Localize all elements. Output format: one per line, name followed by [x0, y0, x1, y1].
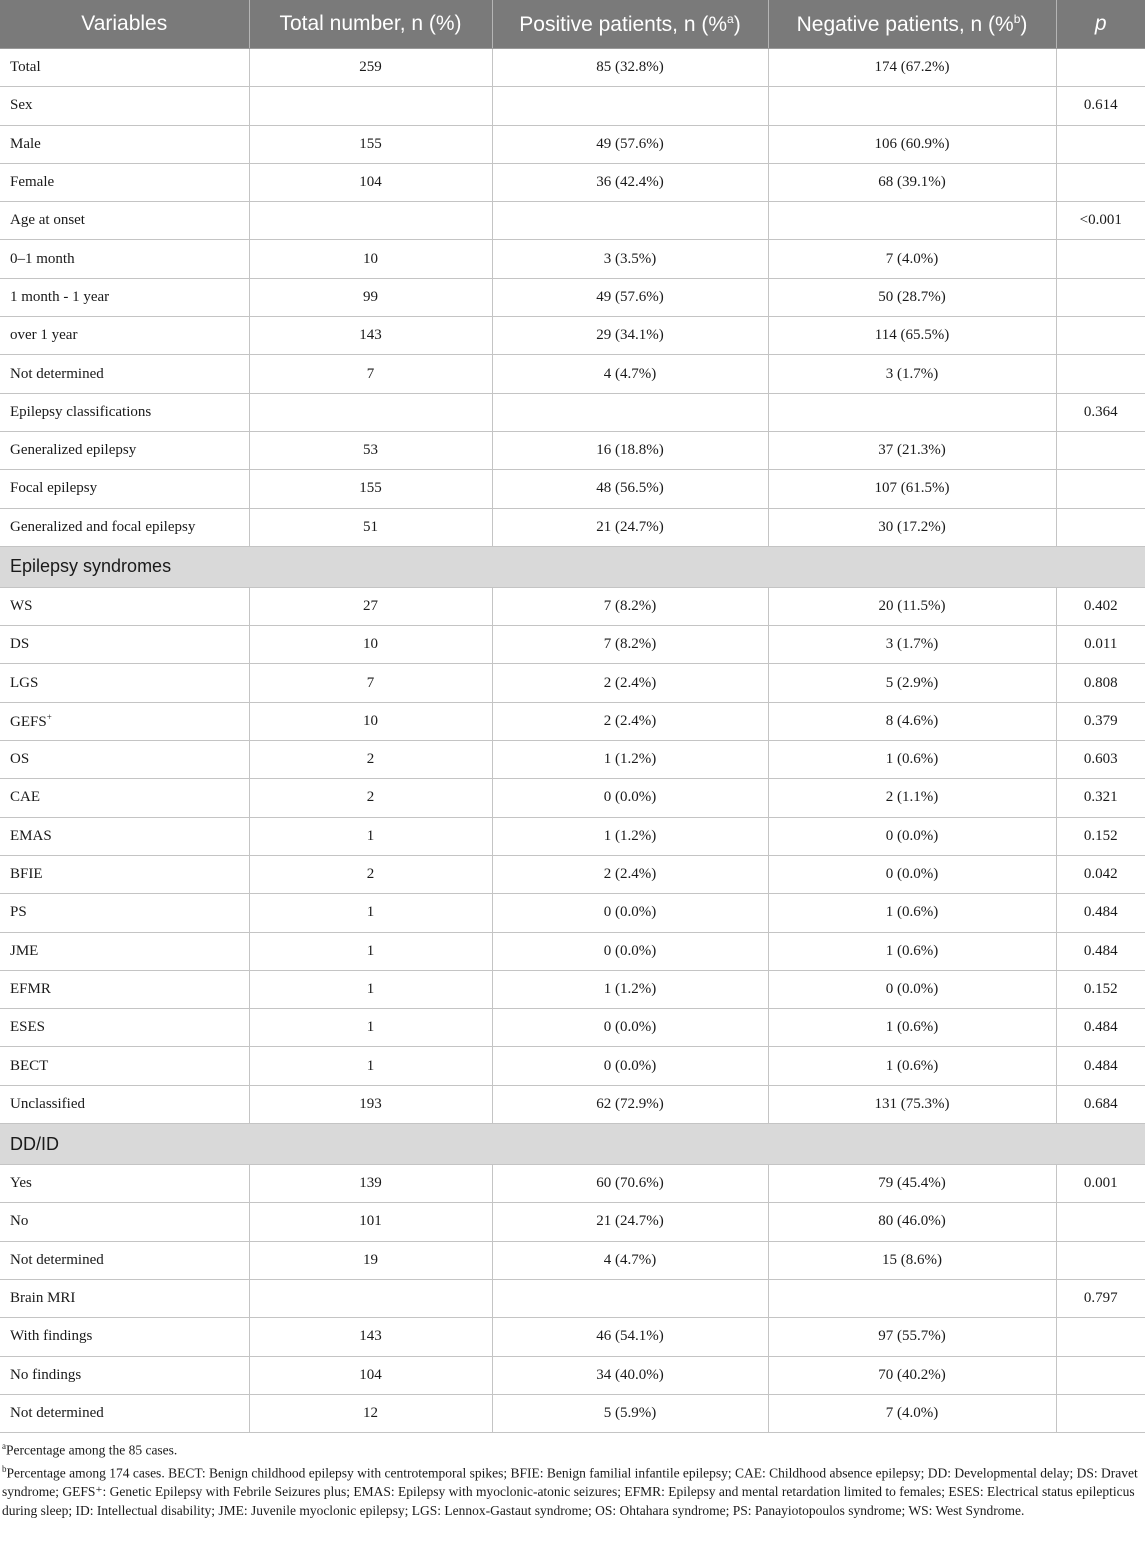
section-row — [0, 546, 1145, 587]
cell-negative: 1 (0.6%) — [768, 1047, 1056, 1085]
cell-positive: 60 (70.6%) — [492, 1165, 768, 1203]
cell-p-value: 0.484 — [1056, 894, 1145, 932]
cell-negative: 30 (17.2%) — [768, 508, 1056, 546]
table-row — [0, 1356, 1145, 1394]
cell-p-value — [1056, 1318, 1145, 1356]
table-row — [0, 1279, 1145, 1317]
cell-total: 10 — [249, 702, 492, 740]
cell-p-value: 0.484 — [1056, 932, 1145, 970]
table-row — [0, 1047, 1145, 1085]
cell-total: 1 — [249, 932, 492, 970]
cell-variable: Brain MRI — [0, 1279, 249, 1317]
cell-negative: 106 (60.9%) — [768, 125, 1056, 163]
cell-p-value — [1056, 1203, 1145, 1241]
cell-negative: 7 (4.0%) — [768, 240, 1056, 278]
cell-p-value — [1056, 49, 1145, 87]
footnote-a — [2, 1437, 1142, 1460]
cell-p-value: 0.402 — [1056, 587, 1145, 625]
cell-variable: BECT — [0, 1047, 249, 1085]
cell-variable: Focal epilepsy — [0, 470, 249, 508]
cell-variable: ESES — [0, 1009, 249, 1047]
section-label: DD/ID — [0, 1124, 1145, 1165]
cell-positive: 7 (8.2%) — [492, 587, 768, 625]
cell-positive: 1 (1.2%) — [492, 741, 768, 779]
cell-p-value: 0.321 — [1056, 779, 1145, 817]
cell-positive: 49 (57.6%) — [492, 125, 768, 163]
cell-negative: 80 (46.0%) — [768, 1203, 1056, 1241]
cell-variable — [0, 702, 249, 740]
cell-variable: Sex — [0, 87, 249, 125]
cell-negative: 2 (1.1%) — [768, 779, 1056, 817]
cell-total: 53 — [249, 431, 492, 469]
table-row — [0, 894, 1145, 932]
table-row — [0, 626, 1145, 664]
table-row — [0, 741, 1145, 779]
table-row — [0, 508, 1145, 546]
table-row — [0, 278, 1145, 316]
cell-variable: CAE — [0, 779, 249, 817]
footnote-b — [2, 1460, 1142, 1521]
section-row — [0, 1124, 1145, 1165]
cell-p-value: 0.042 — [1056, 855, 1145, 893]
header-p-value: p — [1056, 0, 1145, 49]
cell-positive: 46 (54.1%) — [492, 1318, 768, 1356]
cell-variable: 1 month - 1 year — [0, 278, 249, 316]
cell-p-value: 0.001 — [1056, 1165, 1145, 1203]
cell-total: 101 — [249, 1203, 492, 1241]
cell-total — [249, 1279, 492, 1317]
cell-positive: 21 (24.7%) — [492, 508, 768, 546]
cell-positive: 0 (0.0%) — [492, 779, 768, 817]
cell-variable: Not determined — [0, 1394, 249, 1432]
cell-negative: 20 (11.5%) — [768, 587, 1056, 625]
cell-total: 104 — [249, 1356, 492, 1394]
cell-total: 2 — [249, 855, 492, 893]
table-header — [0, 0, 1145, 49]
table-row — [0, 932, 1145, 970]
header-negative-close: ) — [1020, 12, 1028, 36]
cell-total — [249, 202, 492, 240]
cell-negative: 8 (4.6%) — [768, 702, 1056, 740]
table-row — [0, 1203, 1145, 1241]
cell-positive: 1 (1.2%) — [492, 817, 768, 855]
cell-total: 143 — [249, 317, 492, 355]
cell-negative: 79 (45.4%) — [768, 1165, 1056, 1203]
table-row — [0, 1394, 1145, 1432]
cell-positive: 34 (40.0%) — [492, 1356, 768, 1394]
cell-p-value — [1056, 163, 1145, 201]
table-row — [0, 1009, 1145, 1047]
cell-variable: Not determined — [0, 355, 249, 393]
cell-positive — [492, 1279, 768, 1317]
cell-total: 27 — [249, 587, 492, 625]
cell-variable: 0–1 month — [0, 240, 249, 278]
cell-negative: 1 (0.6%) — [768, 741, 1056, 779]
cell-negative — [768, 87, 1056, 125]
cell-positive: 21 (24.7%) — [492, 1203, 768, 1241]
cell-positive: 48 (56.5%) — [492, 470, 768, 508]
cell-variable: WS — [0, 587, 249, 625]
cell-positive: 16 (18.8%) — [492, 431, 768, 469]
cell-positive — [492, 393, 768, 431]
table-row — [0, 49, 1145, 87]
cell-total: 143 — [249, 1318, 492, 1356]
cell-total — [249, 393, 492, 431]
cell-p-value: 0.484 — [1056, 1009, 1145, 1047]
cell-positive: 36 (42.4%) — [492, 163, 768, 201]
table-row — [0, 431, 1145, 469]
cell-p-value: 0.379 — [1056, 702, 1145, 740]
cell-p-value — [1056, 431, 1145, 469]
cell-negative — [768, 393, 1056, 431]
header-positive-close: ) — [733, 12, 741, 36]
cell-negative — [768, 1279, 1056, 1317]
cell-negative: 68 (39.1%) — [768, 163, 1056, 201]
cell-p-value: 0.484 — [1056, 1047, 1145, 1085]
cell-negative: 1 (0.6%) — [768, 1009, 1056, 1047]
table-row — [0, 587, 1145, 625]
cell-negative: 37 (21.3%) — [768, 431, 1056, 469]
cell-p-value — [1056, 1394, 1145, 1432]
header-total: Total number, n (%) — [249, 0, 492, 49]
cell-p-value — [1056, 1241, 1145, 1279]
cell-total: 193 — [249, 1085, 492, 1123]
cell-total: 1 — [249, 1047, 492, 1085]
cell-total: 12 — [249, 1394, 492, 1432]
cell-negative: 107 (61.5%) — [768, 470, 1056, 508]
cell-variable: Age at onset — [0, 202, 249, 240]
cell-positive: 4 (4.7%) — [492, 355, 768, 393]
cell-negative: 1 (0.6%) — [768, 932, 1056, 970]
cell-p-value: 0.797 — [1056, 1279, 1145, 1317]
cell-variable: EFMR — [0, 970, 249, 1008]
cell-negative: 131 (75.3%) — [768, 1085, 1056, 1123]
cell-negative: 0 (0.0%) — [768, 817, 1056, 855]
cell-variable: Yes — [0, 1165, 249, 1203]
cell-negative: 97 (55.7%) — [768, 1318, 1056, 1356]
cell-variable-text: GEFS — [10, 713, 47, 730]
table-row — [0, 163, 1145, 201]
header-positive — [492, 0, 768, 49]
cell-positive: 2 (2.4%) — [492, 702, 768, 740]
cell-positive: 4 (4.7%) — [492, 1241, 768, 1279]
cell-variable: Female — [0, 163, 249, 201]
cell-variable: With findings — [0, 1318, 249, 1356]
cell-positive: 5 (5.9%) — [492, 1394, 768, 1432]
table-row — [0, 970, 1145, 1008]
cell-total: 51 — [249, 508, 492, 546]
header-row — [0, 0, 1145, 49]
cell-p-value: <0.001 — [1056, 202, 1145, 240]
table-row — [0, 355, 1145, 393]
cell-p-value — [1056, 508, 1145, 546]
cell-negative: 70 (40.2%) — [768, 1356, 1056, 1394]
cell-variable: No findings — [0, 1356, 249, 1394]
header-negative-sup: b — [1013, 11, 1021, 26]
cell-total: 10 — [249, 626, 492, 664]
cell-positive: 62 (72.9%) — [492, 1085, 768, 1123]
table-row — [0, 1318, 1145, 1356]
cell-positive: 0 (0.0%) — [492, 894, 768, 932]
cell-negative: 114 (65.5%) — [768, 317, 1056, 355]
cell-total: 1 — [249, 817, 492, 855]
cell-p-value: 0.152 — [1056, 970, 1145, 1008]
header-positive-label: Positive patients, n (% — [519, 12, 728, 36]
cell-p-value: 0.011 — [1056, 626, 1145, 664]
cell-negative: 50 (28.7%) — [768, 278, 1056, 316]
cell-variable: Epilepsy classifications — [0, 393, 249, 431]
table-footnotes — [0, 1433, 1142, 1520]
cell-variable: LGS — [0, 664, 249, 702]
table-row — [0, 202, 1145, 240]
cell-negative: 3 (1.7%) — [768, 355, 1056, 393]
table-row — [0, 87, 1145, 125]
cell-positive: 2 (2.4%) — [492, 855, 768, 893]
header-negative — [768, 0, 1056, 49]
cell-negative: 0 (0.0%) — [768, 855, 1056, 893]
cell-total: 2 — [249, 779, 492, 817]
cell-variable: Unclassified — [0, 1085, 249, 1123]
cell-total — [249, 87, 492, 125]
cell-variable: JME — [0, 932, 249, 970]
cell-negative: 1 (0.6%) — [768, 894, 1056, 932]
cell-positive: 49 (57.6%) — [492, 278, 768, 316]
table-row — [0, 317, 1145, 355]
table-row — [0, 664, 1145, 702]
footnote-a-text: Percentage among the 85 cases. — [6, 1442, 178, 1458]
cell-negative: 5 (2.9%) — [768, 664, 1056, 702]
cell-variable: BFIE — [0, 855, 249, 893]
table-body — [0, 49, 1145, 1433]
cell-negative — [768, 202, 1056, 240]
table-row — [0, 240, 1145, 278]
cell-p-value — [1056, 317, 1145, 355]
cell-variable: Not determined — [0, 1241, 249, 1279]
cell-p-value: 0.603 — [1056, 741, 1145, 779]
table-row — [0, 1241, 1145, 1279]
cell-positive: 0 (0.0%) — [492, 1047, 768, 1085]
cell-p-value — [1056, 1356, 1145, 1394]
cell-variable: PS — [0, 894, 249, 932]
table-row — [0, 470, 1145, 508]
table-row — [0, 779, 1145, 817]
table-row — [0, 817, 1145, 855]
cell-total: 7 — [249, 355, 492, 393]
cell-p-value — [1056, 240, 1145, 278]
cell-p-value: 0.364 — [1056, 393, 1145, 431]
footnote-b-text: Percentage among 174 cases. BECT: Benign childhood epilepsy with centrotemporal spikes; BFIE: Benign familial infantile epilepsy; CAE: Childhood absence epilepsy; DD: Developmental delay; DS: Dravet syndrome; GEFS⁺: Genetic Epilepsy with Febrile Seizures plus; EMAS: Epilepsy with myoclonic-atonic seizures; EFMR: Epilepsy and mental retardation limited to females; ESES: Electrical status epilepticus during sleep; ID: Intellectual disability; JME: Juvenile myoclonic epilepsy; LGS: Lennox-Gastaut syndrome; OS: Ohtahara syndrome; PS: Panayiotopoulos syndrome; WS: West Syndrome. — [2, 1465, 1138, 1519]
cell-variable: Total — [0, 49, 249, 87]
cell-total: 7 — [249, 664, 492, 702]
cell-total: 1 — [249, 970, 492, 1008]
table-row — [0, 702, 1145, 740]
cell-total: 259 — [249, 49, 492, 87]
cell-negative: 15 (8.6%) — [768, 1241, 1056, 1279]
header-positive-sup: a — [727, 11, 734, 26]
cell-positive — [492, 87, 768, 125]
header-variables: Variables — [0, 0, 249, 49]
table-row — [0, 855, 1145, 893]
cell-variable: No — [0, 1203, 249, 1241]
cell-total: 19 — [249, 1241, 492, 1279]
cell-negative: 174 (67.2%) — [768, 49, 1056, 87]
cell-positive: 2 (2.4%) — [492, 664, 768, 702]
cell-total: 1 — [249, 894, 492, 932]
cell-p-value: 0.808 — [1056, 664, 1145, 702]
cell-positive: 29 (34.1%) — [492, 317, 768, 355]
cell-variable: OS — [0, 741, 249, 779]
cell-positive: 0 (0.0%) — [492, 1009, 768, 1047]
footnote-b-mark: b — [2, 1463, 7, 1474]
header-negative-label: Negative patients, n (% — [796, 12, 1014, 36]
cell-negative: 3 (1.7%) — [768, 626, 1056, 664]
cell-variable-sup: + — [46, 711, 52, 722]
section-label: Epilepsy syndromes — [0, 546, 1145, 587]
cell-variable: over 1 year — [0, 317, 249, 355]
cell-positive: 85 (32.8%) — [492, 49, 768, 87]
cell-total: 104 — [249, 163, 492, 201]
cell-negative: 0 (0.0%) — [768, 970, 1056, 1008]
cell-total: 2 — [249, 741, 492, 779]
cell-total: 99 — [249, 278, 492, 316]
cell-total: 10 — [249, 240, 492, 278]
cell-negative: 7 (4.0%) — [768, 1394, 1056, 1432]
cell-p-value — [1056, 278, 1145, 316]
footnote-a-mark: a — [2, 1441, 6, 1452]
table-row — [0, 1165, 1145, 1203]
table-row — [0, 1085, 1145, 1123]
cell-p-value — [1056, 470, 1145, 508]
cell-positive — [492, 202, 768, 240]
cell-variable: Generalized and focal epilepsy — [0, 508, 249, 546]
cell-positive: 3 (3.5%) — [492, 240, 768, 278]
cell-p-value: 0.684 — [1056, 1085, 1145, 1123]
cell-variable: EMAS — [0, 817, 249, 855]
table-row — [0, 125, 1145, 163]
cell-total: 155 — [249, 125, 492, 163]
cell-p-value: 0.152 — [1056, 817, 1145, 855]
cell-variable: Male — [0, 125, 249, 163]
table-row — [0, 393, 1145, 431]
cell-p-value — [1056, 125, 1145, 163]
cell-positive: 7 (8.2%) — [492, 626, 768, 664]
cell-variable: Generalized epilepsy — [0, 431, 249, 469]
cell-total: 155 — [249, 470, 492, 508]
cell-variable: DS — [0, 626, 249, 664]
cell-positive: 0 (0.0%) — [492, 932, 768, 970]
cell-p-value: 0.614 — [1056, 87, 1145, 125]
cell-p-value — [1056, 355, 1145, 393]
cell-positive: 1 (1.2%) — [492, 970, 768, 1008]
cell-total: 1 — [249, 1009, 492, 1047]
cell-total: 139 — [249, 1165, 492, 1203]
